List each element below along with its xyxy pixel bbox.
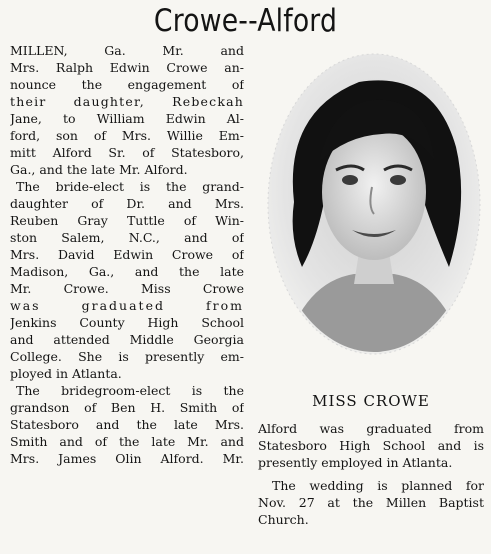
text-line: mitt Alford Sr. of Statesboro, xyxy=(10,145,244,160)
text-line: ston Salem, N.C., and of xyxy=(10,230,244,245)
headline: Crowe--Alford xyxy=(153,3,338,39)
text-line: nounce the engagement of xyxy=(10,77,244,92)
text-line: Mrs. David Edwin Crowe of xyxy=(10,247,244,262)
text-line: The bridegroom-elect is the xyxy=(16,383,244,398)
article-left-column xyxy=(10,42,244,467)
text-line: and attended Middle Georgia xyxy=(10,332,244,347)
text-line: Mrs. James Olin Alford. Mr. xyxy=(10,451,244,466)
text-line: Mr. Crowe. Miss Crowe xyxy=(10,281,244,296)
text-line: was graduated from xyxy=(10,298,244,313)
text-line: Madison, Ga., and the late xyxy=(10,264,244,279)
paragraph xyxy=(258,420,484,471)
text-line: ployed in Atlanta. xyxy=(10,366,122,381)
text-line: presently employed in Atlanta. xyxy=(258,455,453,470)
photo-caption: MISS CROWE xyxy=(312,392,430,410)
text-line: The bride-elect is the grand- xyxy=(16,179,244,194)
text-line: Jane, to William Edwin Al- xyxy=(10,111,244,126)
paragraph xyxy=(258,477,484,528)
text-line: Ga., and the late Mr. Alford. xyxy=(10,162,188,177)
text-line: grandson of Ben H. Smith of xyxy=(10,400,244,415)
text-line: The wedding is planned for xyxy=(272,478,484,493)
text-line: Alford was graduated from xyxy=(258,421,484,436)
text-line: Mrs. Ralph Edwin Crowe an- xyxy=(10,60,244,75)
text-line: Statesboro High School and is xyxy=(258,438,484,453)
text-line: Nov. 27 at the Millen Baptist xyxy=(258,495,484,510)
text-line: Smith and of the late Mr. and xyxy=(10,434,244,449)
text-line: Jenkins County High School xyxy=(10,315,244,330)
article-right-column xyxy=(258,420,484,534)
portrait-photo xyxy=(264,52,484,360)
text-line: College. She is presently em- xyxy=(10,349,244,364)
text-line: Reuben Gray Tuttle of Win- xyxy=(10,213,244,228)
text-line: daughter of Dr. and Mrs. xyxy=(10,196,244,211)
text-line: ford, son of Mrs. Willie Em- xyxy=(10,128,244,143)
text-line: Statesboro and the late Mrs. xyxy=(10,417,244,432)
text-line: their daughter, Rebeckah xyxy=(10,94,244,109)
text-line: Church. xyxy=(258,512,309,527)
text-line: MILLEN, Ga. Mr. and xyxy=(10,43,244,58)
portrait-image xyxy=(264,52,484,360)
